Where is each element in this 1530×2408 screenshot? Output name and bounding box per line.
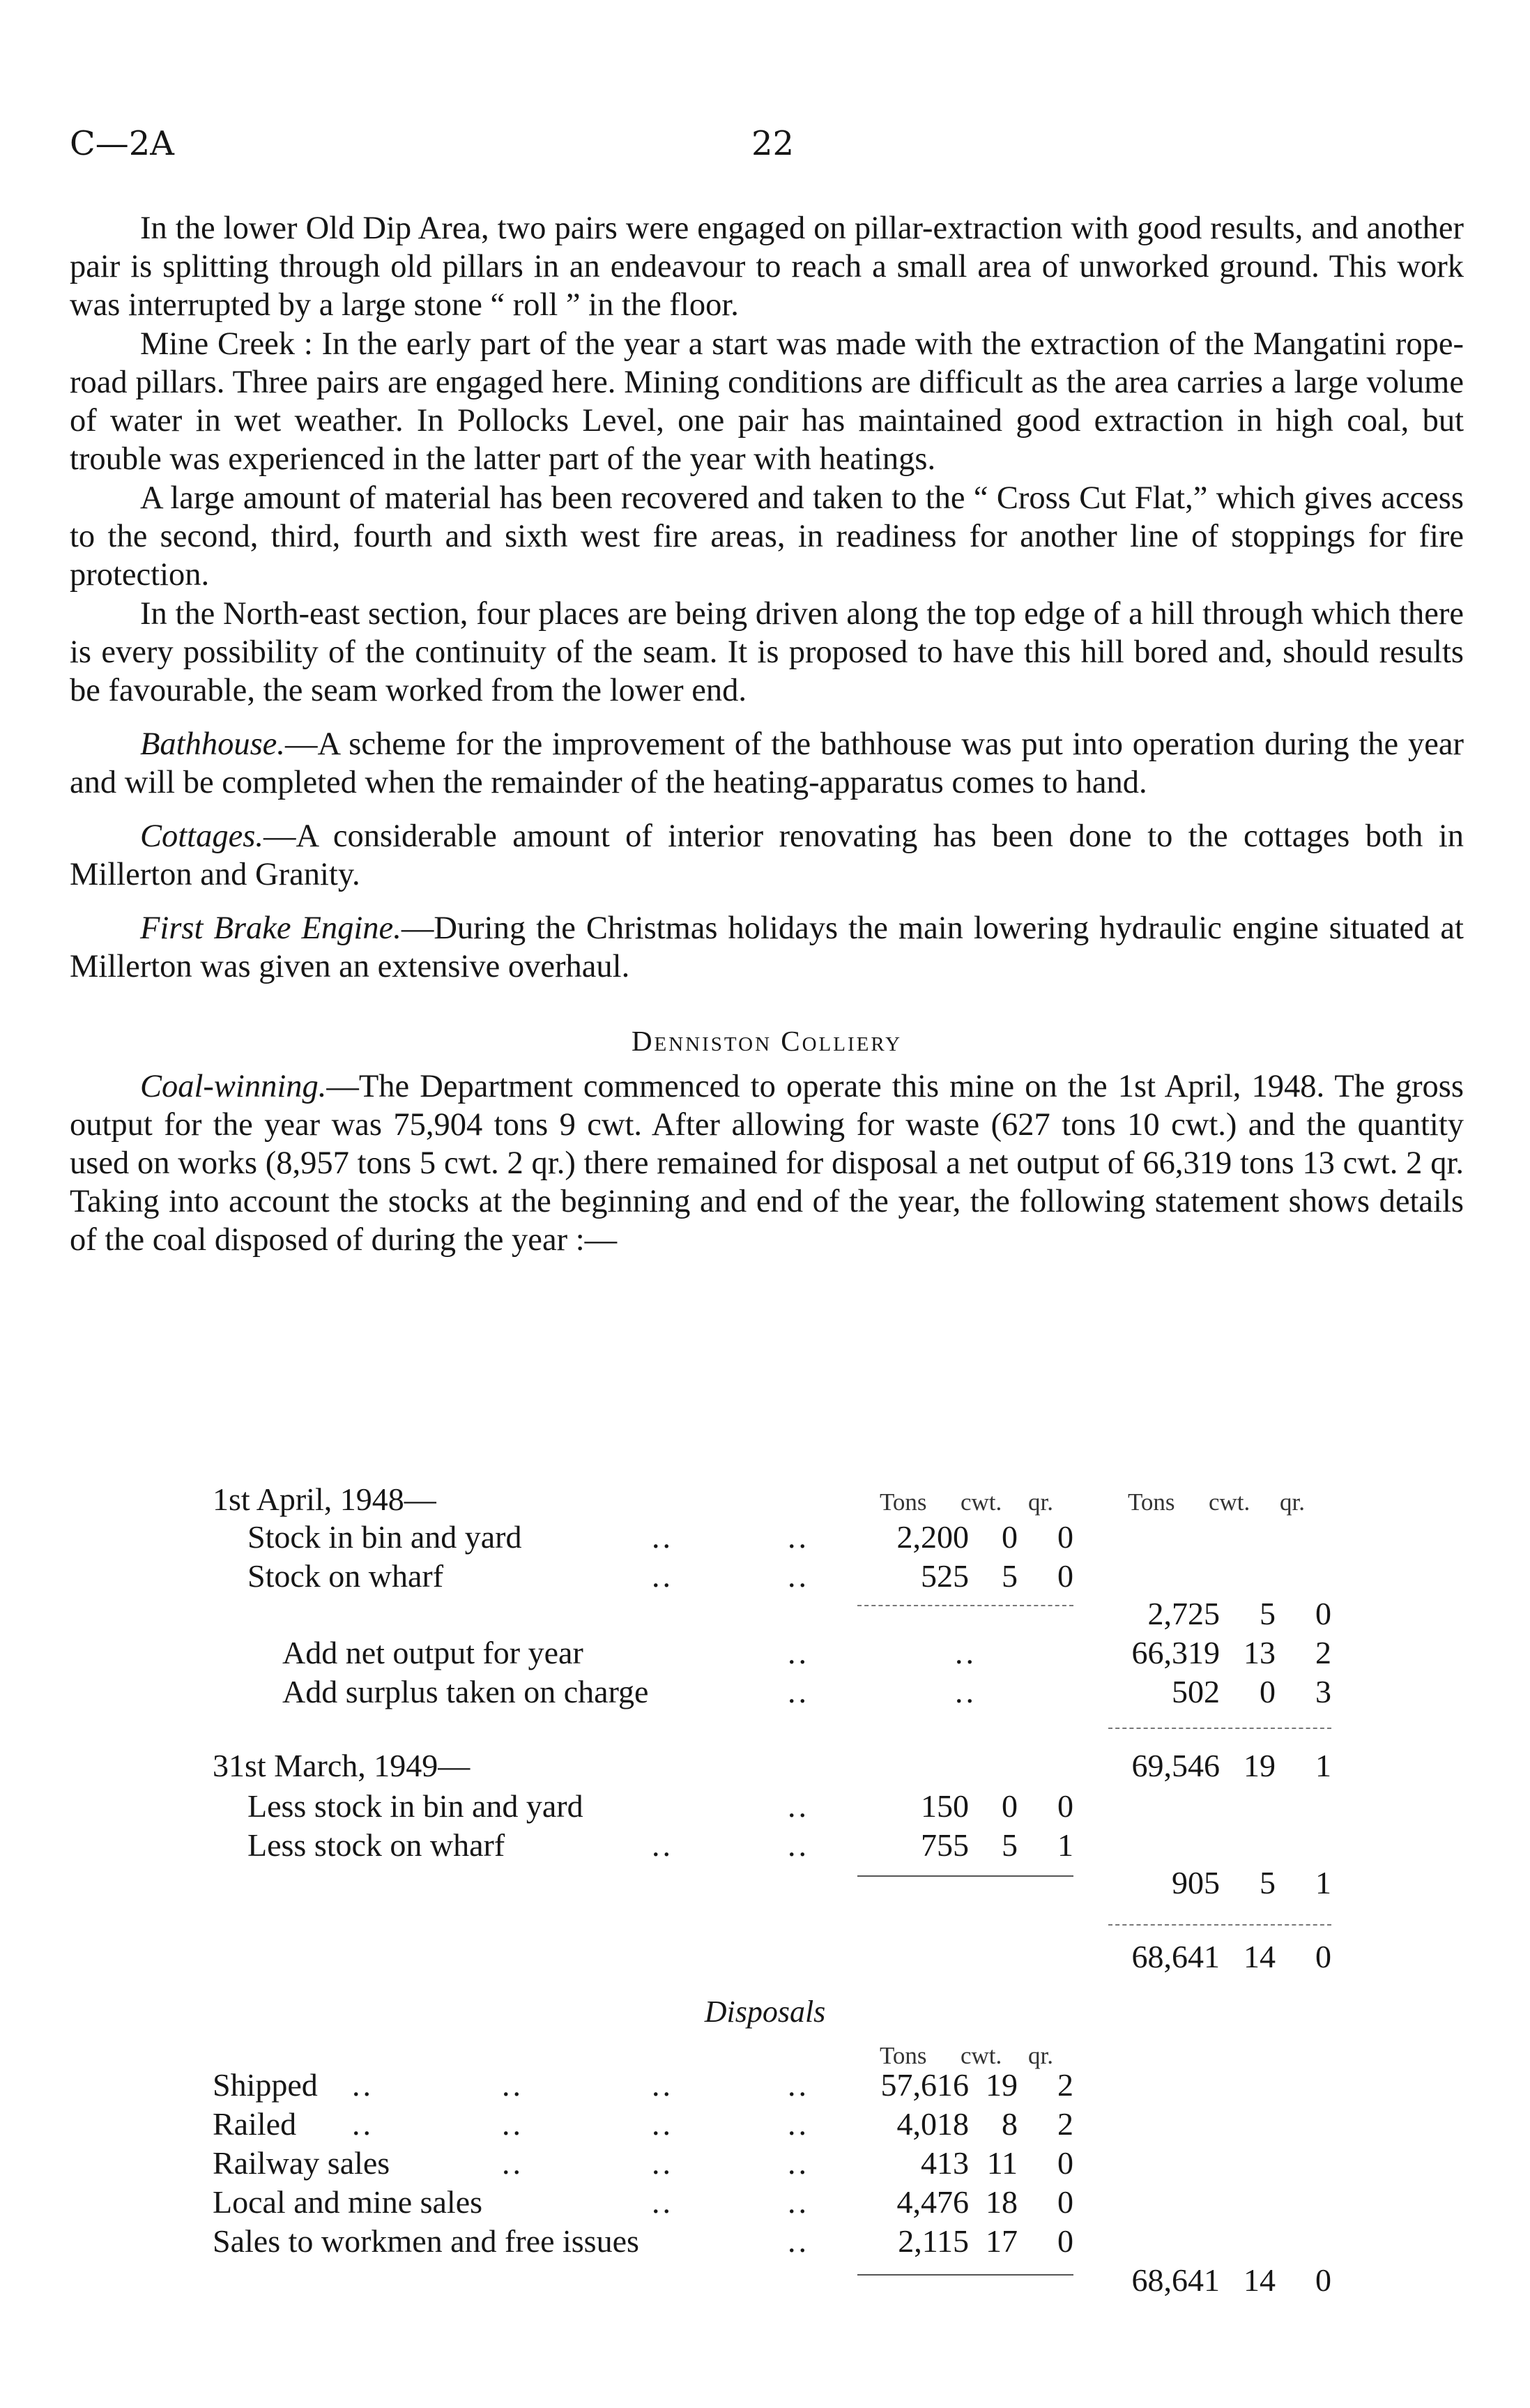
leader-dots: .. [788,2067,809,2103]
stock-bin-cwt: 0 [1002,1519,1018,1555]
leader-dots: .. [788,1519,809,1555]
leader-dots: .. [788,1674,809,1709]
stock-wharf-label: Stock on wharf [247,1558,444,1594]
opening-total-cwt: 5 [1260,1596,1276,1631]
paragraph-mine-creek: Mine Creek : In the early part of the year a start was made with the extraction of the Mangatini rope-road pillars. Three pairs are engaged here. Mining conditions are difficult as the area carries a large volume of water in wet weather. In Pollocks Level, one pair has maintained good extraction in high coal, but trouble was experienced in the latter part of the year with heatings. [70,326,1464,477]
disposal-railed-qr: 2 [1057,2106,1073,2142]
subtotal-tons: 69,546 [1131,1748,1220,1783]
leader-dots: .. [955,1635,977,1670]
leader-dots: .. [955,1674,977,1709]
opening-total-qr: 0 [1315,1596,1331,1631]
net-output-qr: 2 [1315,1635,1331,1670]
disposals-total-tons: 68,641 [1131,2262,1220,2298]
disposals-total-qr: 0 [1315,2262,1331,2298]
opening-total-tons: 2,725 [1147,1596,1220,1631]
leader-dots: .. [652,2067,673,2103]
less-wharf-label: Less stock on wharf [247,1827,505,1863]
rule [1108,1728,1331,1729]
leader-dots: .. [652,1558,673,1594]
leader-dots: .. [502,2145,523,2181]
grand-total-tons: 68,641 [1131,1939,1220,1974]
paragraph-cottages [70,817,1464,894]
disposals-title: Disposals [704,1995,826,2029]
units-cwt-total: cwt. [1209,1488,1250,1516]
stock-bin-label: Stock in bin and yard [247,1519,522,1555]
leader-dots: .. [652,2106,673,2142]
leader-dots: .. [788,1788,809,1824]
section-title: Denniston Colliery [631,1025,903,1057]
rule [857,1605,1073,1606]
subtotal-qr: 1 [1315,1748,1331,1783]
surplus-tons: 502 [1172,1674,1220,1709]
less-bin-label: Less stock in bin and yard [247,1788,583,1824]
units-qr: qr. [1028,1488,1053,1516]
net-output-tons: 66,319 [1131,1635,1220,1670]
leader-dots: .. [502,2067,523,2103]
units-tons: Tons [880,1488,927,1516]
disposal-railway-sales-cwt: 11 [986,2145,1018,2181]
leader-dots: .. [652,1827,673,1863]
rule [857,2274,1073,2276]
net-output-label: Add net output for year [282,1635,583,1670]
disposals-units-qr: qr. [1028,2042,1053,2069]
less-total-cwt: 5 [1260,1865,1276,1900]
disposal-workmen-cwt: 17 [986,2223,1018,2259]
paragraph-coal-winning [70,1067,1464,1259]
disposal-local-sales-label: Local and mine sales [213,2184,483,2220]
leader-dots: .. [788,2106,809,2142]
disposal-railed-label: Railed [213,2106,297,2142]
disposal-local-sales-tons: 4,476 [896,2184,969,2220]
disposal-railway-sales-qr: 0 [1057,2145,1073,2181]
opening-date-label: 1st April, 1948— [213,1481,436,1517]
less-bin-tons: 150 [921,1788,969,1824]
disposals-units-tons: Tons [880,2042,927,2069]
bathhouse-heading: Bathhouse. [140,726,285,762]
body-text [70,209,1464,1259]
surplus-cwt: 0 [1260,1674,1276,1709]
net-output-cwt: 13 [1244,1635,1276,1670]
document-reference: C—2A [70,124,174,163]
leader-dots: .. [652,2184,673,2220]
stock-bin-qr: 0 [1057,1519,1073,1555]
disposal-shipped-label: Shipped [213,2067,318,2103]
paragraph-brake-engine [70,909,1464,986]
disposal-shipped-qr: 2 [1057,2067,1073,2103]
disposal-local-sales-cwt: 18 [986,2184,1018,2220]
disposal-workmen-label: Sales to workmen and free issues [213,2223,639,2259]
disposal-railed-tons: 4,018 [896,2106,969,2142]
cottages-heading: Cottages. [140,818,263,854]
less-bin-cwt: 0 [1002,1788,1018,1824]
less-total-tons: 905 [1172,1865,1220,1900]
coal-winning-text: —The Department commenced to operate this mine on the 1st April, 1948. The gross output for the year was 75,904 tons 9 cwt. After allowing for waste (627 tons 10 cwt.) and the quantity used on works (8,957 tons 5 cwt. 2 qr.) there remained for disposal a net output of 66,319 tons 13 cwt. 2 qr. Taking into account the stocks at the beginning and end of the year, the following statement shows details of the coal disposed of during the year :— [70,1069,1464,1258]
subtotal-cwt: 19 [1244,1748,1276,1783]
less-wharf-cwt: 5 [1002,1827,1018,1863]
leader-dots: .. [352,2067,374,2103]
surplus-qr: 3 [1315,1674,1331,1709]
units-cwt: cwt. [961,1488,1002,1516]
leader-dots: .. [652,2145,673,2181]
grand-total-qr: 0 [1315,1939,1331,1974]
leader-dots: .. [788,1635,809,1670]
units-tons-total: Tons [1128,1488,1175,1516]
coal-winning-heading: Coal-winning. [140,1069,327,1104]
leader-dots: .. [788,2184,809,2220]
paragraph-bathhouse [70,725,1464,802]
disposal-shipped-tons: 57,616 [880,2067,969,2103]
disposals-total-cwt: 14 [1244,2262,1276,2298]
paragraph-north-east: In the North-east section, four places are being driven along the top edge of a hill through which there is every possibility of the continuity of the seam. It is proposed to have this hill bored and, should results be favourable, the seam worked from the lower end. [70,596,1464,708]
leader-dots: .. [788,2145,809,2181]
cottages-text: —A considerable amount of interior renovating has been done to the cottages both in Millerton and Granity. [70,818,1464,892]
rule [1108,1924,1331,1926]
less-total-qr: 1 [1315,1865,1331,1900]
disposal-railway-sales-tons: 413 [921,2145,969,2181]
bathhouse-text: —A scheme for the improvement of the bathhouse was put into operation during the year and will be completed when the remainder of the heating-apparatus comes to hand. [70,726,1464,800]
brake-engine-heading: First Brake Engine. [140,910,401,946]
disposal-workmen-qr: 0 [1057,2223,1073,2259]
leader-dots: .. [788,1827,809,1863]
disposal-shipped-cwt: 19 [986,2067,1018,2103]
less-wharf-tons: 755 [921,1827,969,1863]
surplus-label: Add surplus taken on charge [282,1674,649,1709]
disposal-workmen-tons: 2,115 [898,2223,969,2259]
units-qr-total: qr. [1280,1488,1305,1516]
disposal-railed-cwt: 8 [1002,2106,1018,2142]
page-number: 22 [751,124,795,163]
less-wharf-qr: 1 [1057,1827,1073,1863]
disposals-units-cwt: cwt. [961,2042,1002,2069]
disposal-railway-sales-label: Railway sales [213,2145,390,2181]
stock-bin-tons: 2,200 [896,1519,969,1555]
disposal-local-sales-qr: 0 [1057,2184,1073,2220]
leader-dots: .. [788,2223,809,2259]
stock-wharf-cwt: 5 [1002,1558,1018,1594]
stock-wharf-qr: 0 [1057,1558,1073,1594]
brake-engine-text: —During the Christmas holidays the main lowering hydraulic engine situated at Millerton was given an extensive overhaul. [70,910,1464,984]
grand-total-cwt: 14 [1244,1939,1276,1974]
leader-dots: .. [652,1519,673,1555]
closing-date-label: 31st March, 1949— [213,1748,471,1783]
paragraph-old-dip: In the lower Old Dip Area, two pairs were engaged on pillar-extraction with good results, and another pair is splitting through old pillars in an endeavour to reach a small area of unworked ground. This work was interrupted by a large stone “ roll ” in the floor. [70,211,1464,323]
paragraph-cross-cut-flat: A large amount of material has been recovered and taken to the “ Cross Cut Flat,” which gives access to the second, third, fourth and sixth west fire areas, in readiness for another line of stoppings for fire protection. [70,480,1464,593]
rule [857,1875,1073,1877]
stock-wharf-tons: 525 [921,1558,969,1594]
leader-dots: .. [502,2106,523,2142]
leader-dots: .. [352,2106,374,2142]
leader-dots: .. [788,1558,809,1594]
less-bin-qr: 0 [1057,1788,1073,1824]
